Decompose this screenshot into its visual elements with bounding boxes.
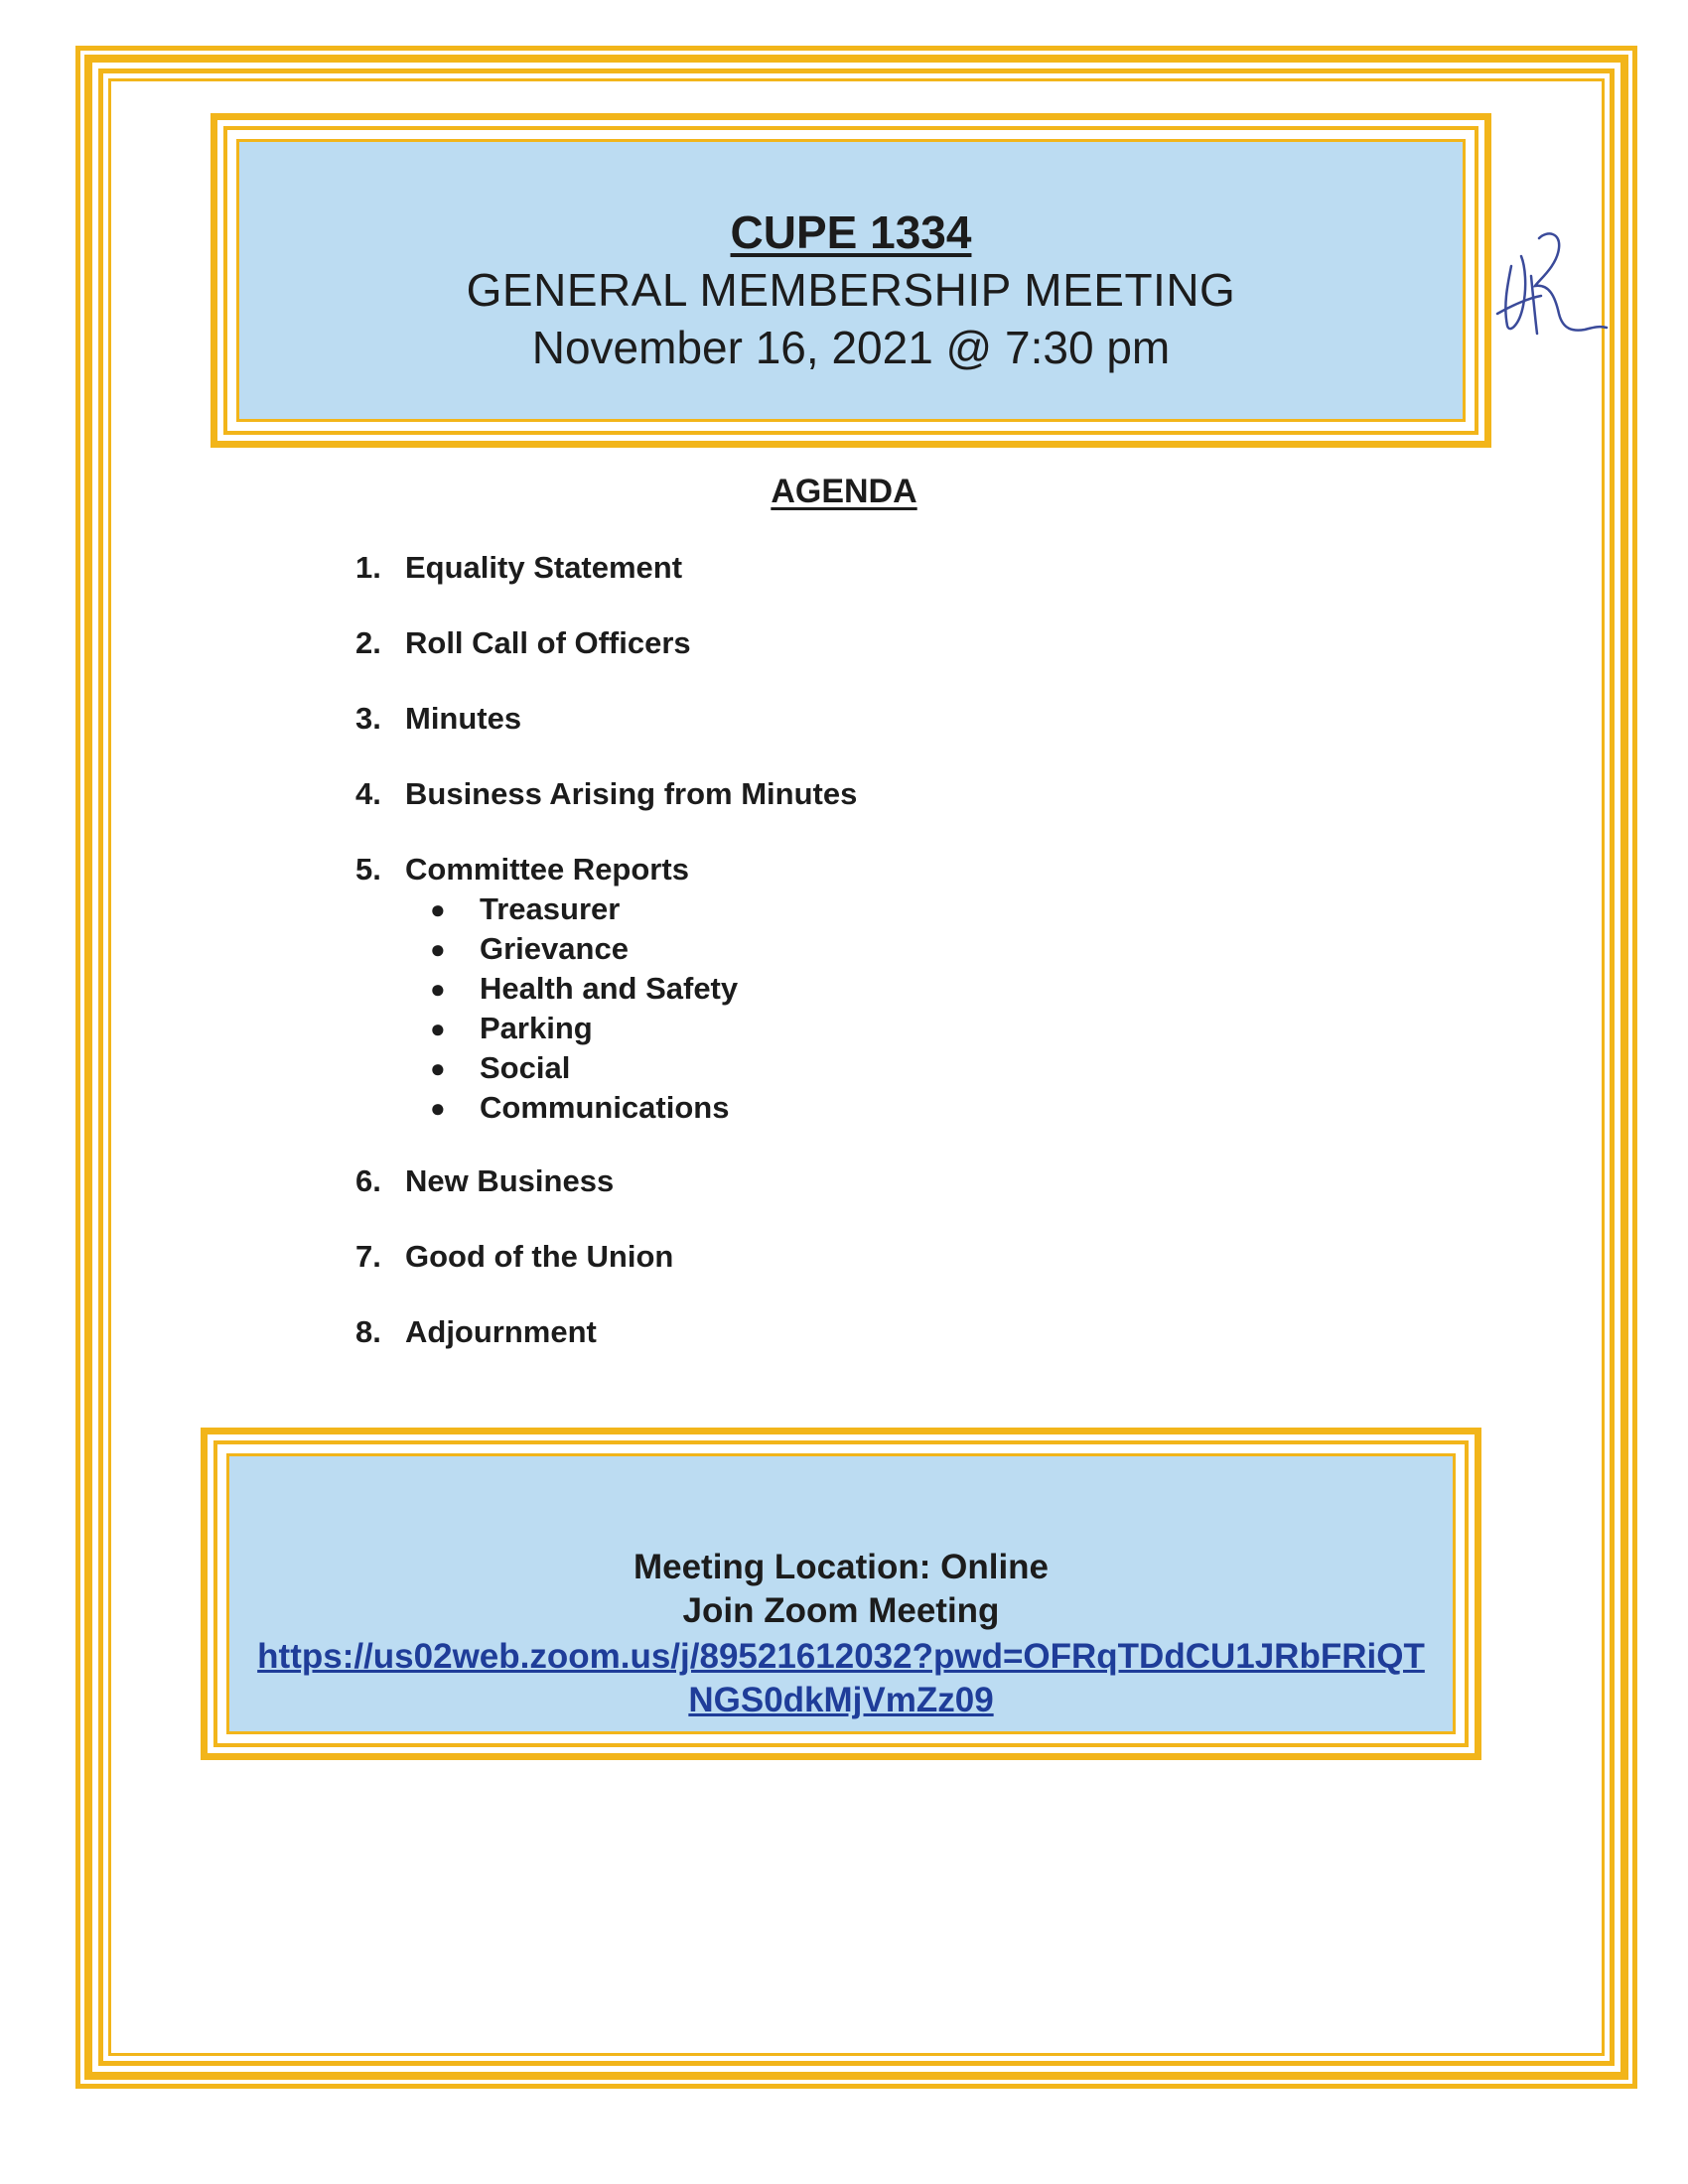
footer-text xyxy=(229,1546,1453,1722)
bullet-icon: ● xyxy=(430,934,446,964)
bullet-icon: ● xyxy=(430,1053,446,1083)
bullet-icon: ● xyxy=(430,1014,446,1043)
agenda-item xyxy=(355,548,857,588)
agenda-item xyxy=(355,699,857,739)
agenda-list xyxy=(355,548,857,1388)
footer-panel xyxy=(201,1428,1481,1760)
sub-item xyxy=(430,969,857,1009)
footer-panel-fill xyxy=(226,1453,1456,1734)
agenda-item xyxy=(355,774,857,814)
committee-reports-sublist xyxy=(430,889,857,1128)
agenda-item-label: Roll Call of Officers xyxy=(405,625,691,660)
org-title: CUPE 1334 xyxy=(730,206,972,258)
agenda-item-number: 4. xyxy=(355,776,381,811)
agenda-item-label: Committee Reports xyxy=(405,852,689,887)
sub-item-label: Parking xyxy=(480,1011,593,1045)
agenda-heading: AGENDA xyxy=(771,473,917,510)
sub-item-label: Social xyxy=(480,1050,571,1085)
agenda-item-number: 2. xyxy=(355,625,381,660)
sub-item xyxy=(430,889,857,929)
agenda-item-label: Good of the Union xyxy=(405,1239,674,1274)
agenda-item-number: 8. xyxy=(355,1314,381,1349)
header-panel-fill xyxy=(236,139,1466,422)
agenda-item-number: 7. xyxy=(355,1239,381,1274)
agenda-item xyxy=(355,1237,857,1277)
agenda-item-number: 5. xyxy=(355,852,381,887)
agenda-item xyxy=(355,850,857,889)
meeting-location: Meeting Location: Online xyxy=(633,1548,1050,1586)
agenda-item-number: 6. xyxy=(355,1163,381,1198)
agenda-item xyxy=(355,1312,857,1352)
agenda-item-label: Business Arising from Minutes xyxy=(405,776,858,811)
committee-reports-sublist-container xyxy=(355,889,857,1128)
bullet-icon: ● xyxy=(430,974,446,1004)
sub-item-label: Grievance xyxy=(480,931,629,966)
zoom-meeting-link[interactable]: https://us02web.zoom.us/j/89521612032?pwd=OFRqTDdCU1JRbFRiQTNGS0dkMjVmZz09 xyxy=(257,1637,1425,1719)
join-zoom-label: Join Zoom Meeting xyxy=(682,1591,1000,1630)
sub-item-label: Treasurer xyxy=(480,891,621,926)
sub-item-label: Communications xyxy=(480,1090,730,1125)
agenda-item-number: 1. xyxy=(355,550,381,585)
sub-item xyxy=(430,1048,857,1088)
agenda-item-label: New Business xyxy=(405,1163,615,1198)
meeting-title: GENERAL MEMBERSHIP MEETING xyxy=(466,264,1236,316)
agenda-item xyxy=(355,623,857,663)
sub-item xyxy=(430,1009,857,1048)
handwritten-initials-signature xyxy=(1489,226,1609,365)
sub-item xyxy=(430,929,857,969)
agenda-item xyxy=(355,1161,857,1201)
bullet-icon: ● xyxy=(430,1093,446,1123)
meeting-date: November 16, 2021 @ 7:30 pm xyxy=(531,322,1171,373)
agenda-item-label: Equality Statement xyxy=(405,550,683,585)
header-panel xyxy=(211,113,1491,448)
sub-item xyxy=(430,1088,857,1128)
agenda-item-number: 3. xyxy=(355,701,381,736)
agenda-item-label: Minutes xyxy=(405,701,522,736)
sub-item-label: Health and Safety xyxy=(480,971,739,1006)
bullet-icon: ● xyxy=(430,894,446,924)
header-text xyxy=(239,204,1463,376)
agenda-item-label: Adjournment xyxy=(405,1314,597,1349)
